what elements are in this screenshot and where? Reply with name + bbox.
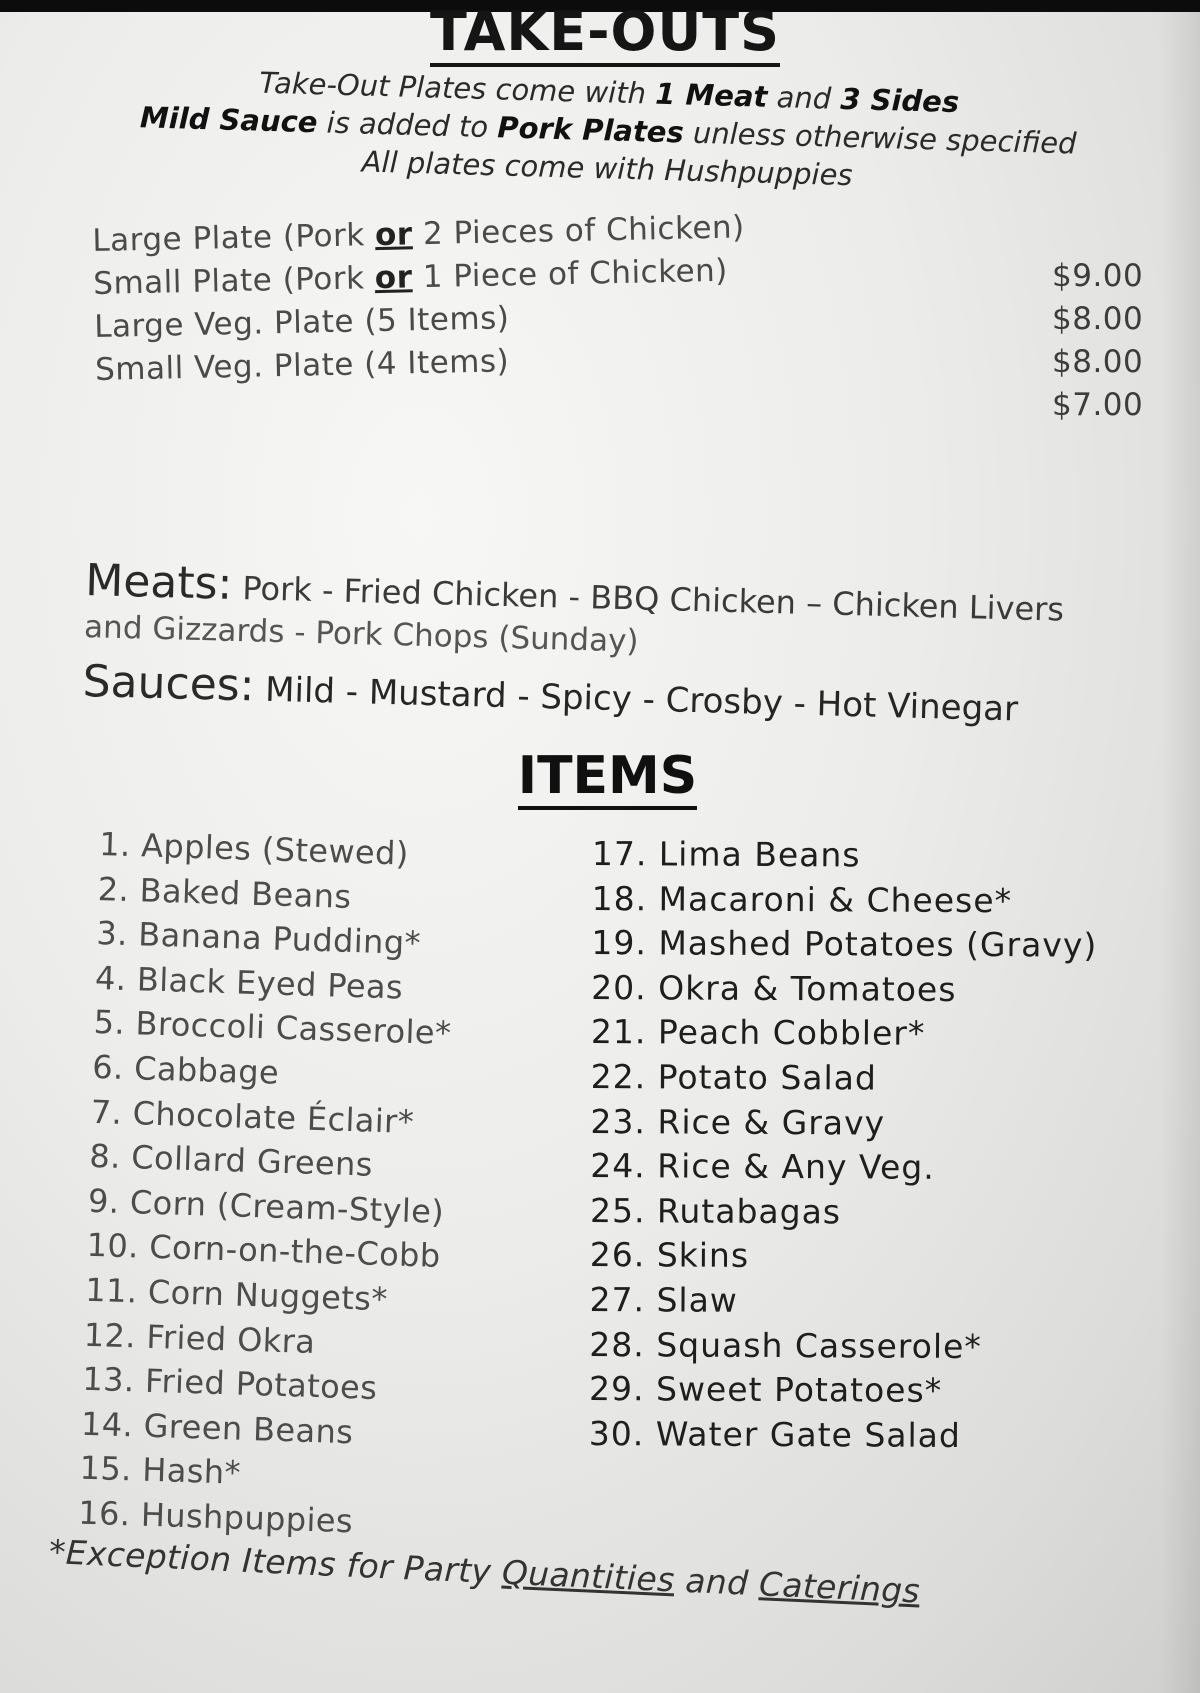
intro-meat-count: 1 Meat [654, 76, 768, 114]
list-item: 4. Black Eyed Peas [94, 958, 404, 1007]
footnote-text: *Exception Items for Party [48, 1532, 503, 1592]
price: $8.00 [1052, 344, 1144, 380]
intro-sides-count: 3 Sides [839, 81, 960, 120]
items-heading [0, 746, 1200, 806]
intro-text: unless otherwise specified [683, 115, 1077, 161]
footnote-text: and [673, 1560, 760, 1604]
items-left-column [78, 822, 458, 1546]
plate-label: 2 Pieces of Chicken) [412, 209, 746, 253]
plate-label: Large Plate (Pork [92, 217, 376, 259]
list-item: 14. Green Beans [80, 1404, 354, 1451]
items-right-column [589, 832, 1098, 1459]
meats-sauces-block [82, 555, 1176, 738]
list-item: 25. Rutabagas [589, 1190, 842, 1232]
list-item: 15. Hash* [79, 1449, 242, 1493]
list-item: 13. Fried Potatoes [81, 1359, 378, 1408]
takeouts-heading [0, 0, 1200, 63]
list-item: 1. Apples (Stewed) [98, 824, 410, 873]
plate-or: or [374, 216, 414, 254]
price: $9.00 [1052, 258, 1144, 294]
plate-list [92, 198, 1155, 392]
items-heading-text: ITEMS [518, 746, 698, 810]
list-item: 5. Broccoli Casserole* [93, 1003, 452, 1053]
sauces-label: Sauces: [82, 655, 256, 712]
paper-shadow [1160, 12, 1200, 1693]
list-item: 3. Banana Pudding* [95, 914, 422, 963]
list-item: 7. Chocolate Éclair* [90, 1092, 415, 1141]
list-item: 24. Rice & Any Veg. [590, 1146, 935, 1187]
list-item: 20. Okra & Tomatoes [591, 967, 957, 1009]
plate-label: Large Veg. Plate (5 Items) [93, 300, 510, 345]
plate-label: 1 Piece of Chicken) [412, 252, 729, 296]
list-item: 22. Potato Salad [590, 1056, 877, 1098]
list-item: 6. Cabbage [91, 1047, 280, 1092]
plate-label: Small Veg. Plate (4 Items) [94, 343, 510, 388]
sauces-list: Mild - Mustard - Spicy - Crosby - Hot Vinegar [264, 669, 1019, 730]
plate-label: Small Plate (Pork [92, 260, 376, 302]
intro-pork-plates: Pork Plates [496, 110, 685, 150]
list-item: 21. Peach Cobbler* [590, 1012, 926, 1054]
list-item: 19. Mashed Potatoes (Gravy) [591, 923, 1098, 965]
list-item: 8. Collard Greens [88, 1137, 374, 1184]
meats-label: Meats: [84, 555, 234, 610]
list-item: 16. Hushpuppies [77, 1493, 354, 1541]
list-item: 17. Lima Beans [591, 834, 861, 875]
list-item: 26. Skins [589, 1235, 750, 1276]
takeouts-heading-text: TAKE-OUTS [430, 0, 780, 67]
list-item: 27. Slaw [589, 1279, 738, 1320]
list-item: 11. Corn Nuggets* [84, 1270, 389, 1319]
intro-text: Take-Out Plates come with [258, 65, 656, 111]
price: $8.00 [1052, 301, 1144, 337]
list-item: 12. Fried Okra [83, 1315, 316, 1361]
intro-line-3: All plates come with Hushpuppies [361, 144, 854, 193]
footnote-quantities: Quantities [501, 1552, 676, 1600]
price: $7.00 [1052, 387, 1144, 423]
intro-text: and [766, 79, 841, 116]
list-item: 28. Squash Casserole* [589, 1324, 982, 1366]
list-item: 23. Rice & Gravy [590, 1101, 886, 1143]
footnote-caterings: Caterings [758, 1564, 921, 1611]
list-item: 30. Water Gate Salad [588, 1413, 961, 1455]
list-item: 2. Baked Beans [97, 869, 353, 916]
meats-list: Pork - Fried Chicken - BBQ Chicken – Chicken Livers [241, 569, 1065, 629]
intro-mild-sauce: Mild Sauce [139, 100, 318, 140]
list-item: 9. Corn (Cream-Style) [87, 1181, 445, 1231]
price-column [1052, 255, 1143, 427]
plate-or: or [374, 259, 413, 297]
intro-text: is added to [317, 105, 498, 145]
list-item: 18. Macaroni & Cheese* [591, 878, 1013, 920]
meats-list-continued: and Gizzards - Pork Chops (Sunday) [83, 608, 639, 660]
list-item: 29. Sweet Potatoes* [588, 1369, 943, 1410]
list-item: 10. Corn-on-the-Cobb [86, 1226, 442, 1276]
